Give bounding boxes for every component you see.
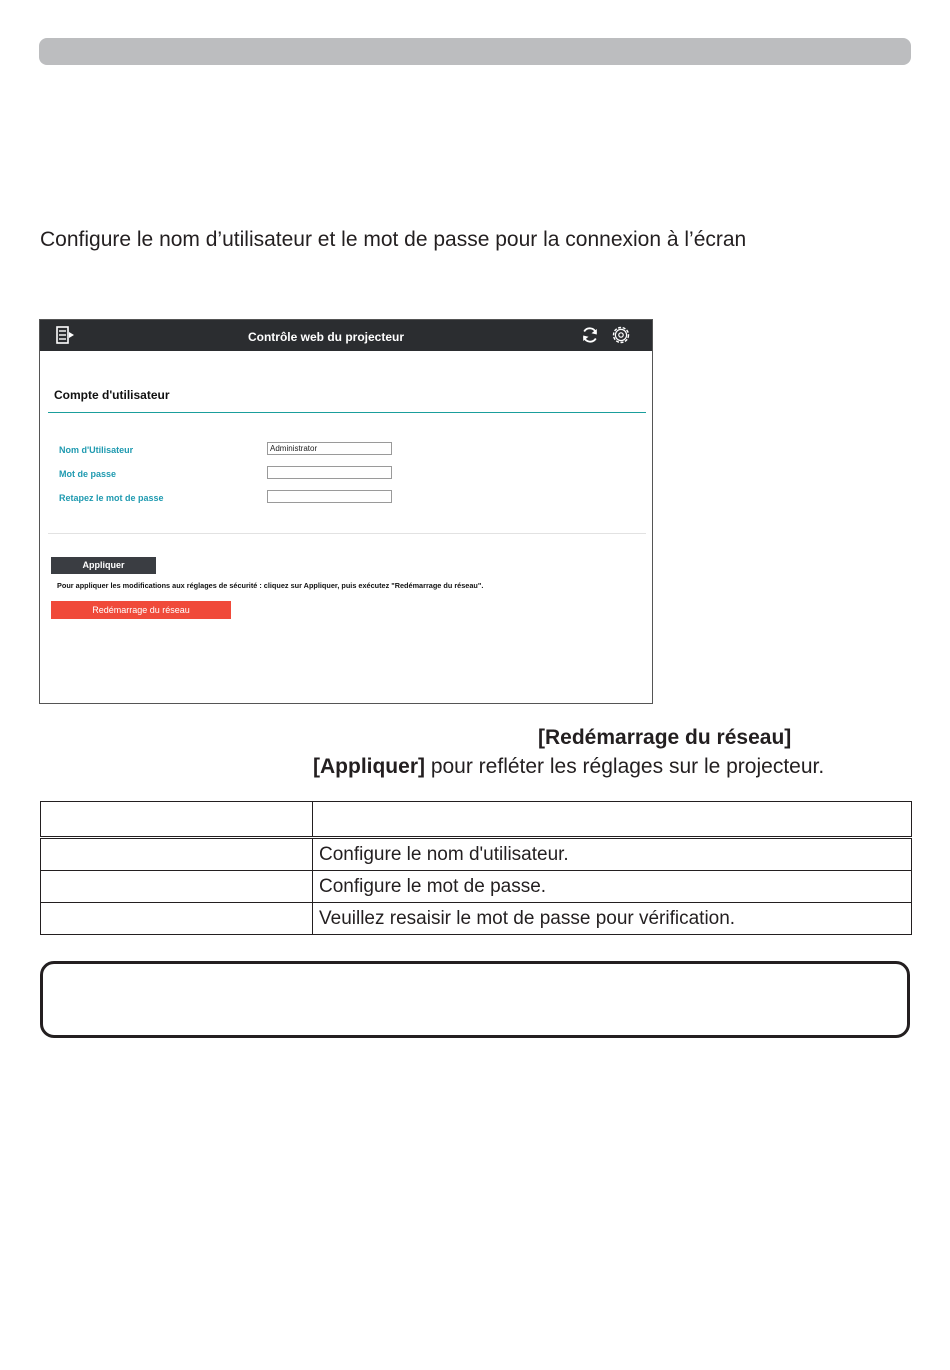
apply-button[interactable]: Appliquer [51, 557, 156, 574]
section-title: Compte d'utilisateur [54, 388, 170, 402]
app-title: Contrôle web du projecteur [247, 330, 404, 344]
form-divider [48, 533, 646, 534]
password-field[interactable] [267, 466, 392, 479]
apply-instruction [313, 755, 824, 779]
password-label: Mot de passe [59, 469, 117, 479]
header-bar [39, 38, 911, 65]
note-box [40, 961, 910, 1038]
section-divider [48, 412, 646, 413]
apply-note: Pour appliquer les modifications aux réglages de sécurité : cliquez sur Appliquer, puis exécutez "Redémarrage du réseau". [57, 581, 484, 590]
restart-reference: [Redémarrage du réseau] [538, 726, 792, 749]
web-control-screenshot [39, 319, 653, 704]
table-header-cell [41, 802, 313, 838]
table-cell [41, 838, 313, 871]
confirm-password-label: Retapez le mot de passe [59, 493, 164, 503]
network-restart-button[interactable]: Redémarrage du réseau [51, 601, 231, 619]
confirm-password-field[interactable] [267, 490, 392, 503]
table-cell: Configure le nom d'utilisateur. [313, 838, 912, 871]
table-cell [41, 903, 313, 935]
username-label: Nom d'Utilisateur [59, 445, 134, 455]
table-row [41, 838, 912, 871]
refresh-icon[interactable] [580, 325, 600, 350]
username-field[interactable] [267, 442, 392, 455]
table-row [41, 871, 912, 903]
table-row [41, 903, 912, 935]
table-cell [41, 871, 313, 903]
table-cell: Veuillez resaisir le mot de passe pour vérification. [313, 903, 912, 935]
table-header-row [41, 802, 912, 838]
intro-text: Configure le nom d’utilisateur et le mot de passe pour la connexion à l’écran [40, 228, 747, 251]
apply-sentence: pour refléter les réglages sur le projecteur. [424, 755, 825, 778]
table-header-cell [313, 802, 912, 838]
gear-icon[interactable] [611, 325, 631, 350]
app-header [40, 320, 652, 351]
apply-reference: [Appliquer] [313, 755, 425, 778]
table-cell: Configure le mot de passe. [313, 871, 912, 903]
settings-table [40, 801, 912, 935]
